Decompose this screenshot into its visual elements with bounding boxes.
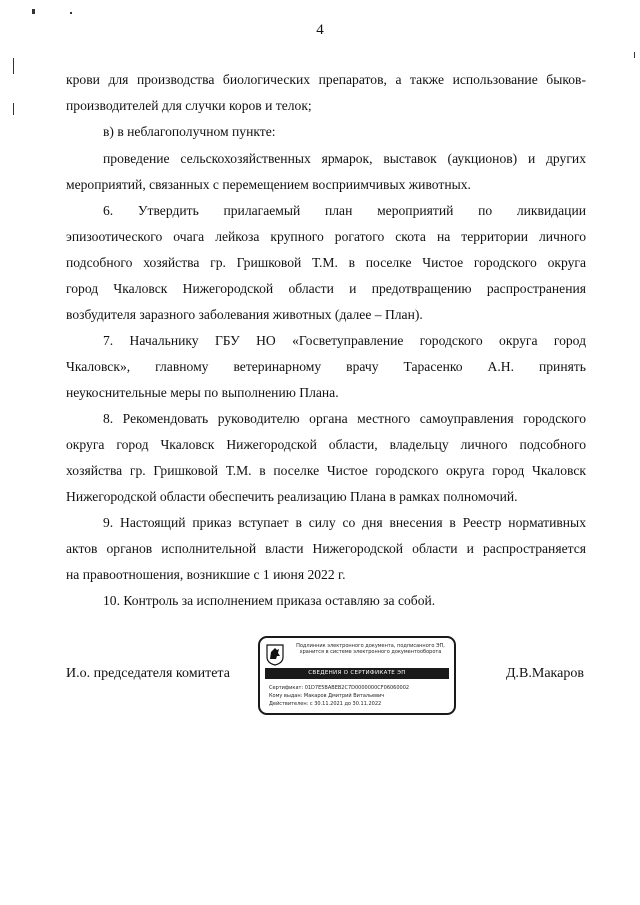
body-line: возбудителя заразного заболевания животных (далее – План). <box>66 307 423 322</box>
stamp-certificate-number: Сертификат: 01D7E5BABEB2C7D0000000CF06060002 <box>269 685 410 691</box>
page-number: 4 <box>316 22 324 38</box>
stamp-header-line: хранится в системе электронного документооборота <box>299 649 442 655</box>
signatory-position: И.о. председателя комитета <box>66 666 230 681</box>
body-line: неукоснительные меры по выполнению Плана. <box>66 385 339 400</box>
scan-speck <box>32 9 35 14</box>
body-line: производителей для случки коров и телок; <box>66 98 312 113</box>
body-line: город Чкаловск Нижегородской области и предотвращению распространения <box>66 281 586 296</box>
body-line: 6. Утвердить прилагаемый план мероприятий по ликвидации <box>103 203 586 218</box>
body-line: 7. Начальнику ГБУ НО «Госветуправление городского округа город <box>103 333 586 348</box>
body-line: в) в неблагополучном пункте: <box>103 124 276 139</box>
scan-mark <box>634 52 635 58</box>
electronic-signature-stamp <box>258 636 456 715</box>
scan-mark <box>13 103 14 115</box>
stamp-validity: Действителен: с 30.11.2021 до 30.11.2022 <box>269 701 382 707</box>
signatory-name: Д.В.Макаров <box>506 666 584 681</box>
body-line: актов органов исполнительной власти Нижегородской области и распространяется <box>66 541 586 556</box>
body-line: 10. Контроль за исполнением приказа оставляю за собой. <box>103 593 436 608</box>
coat-of-arms-icon <box>266 644 284 666</box>
scan-speck <box>70 12 72 14</box>
body-line: 9. Настоящий приказ вступает в силу со дня внесения в Реестр нормативных <box>103 515 586 530</box>
stamp-header <box>288 643 453 655</box>
stamp-owner: Кому выдан: Макаров Дмитрий Витальевич <box>269 693 385 699</box>
body-line: Нижегородской области обеспечить реализацию Плана в рамках полномочий. <box>66 489 518 504</box>
body-line: проведение сельскохозяйственных ярмарок, выставок (аукционов) и других <box>103 151 586 166</box>
body-line: крови для производства биологических препаратов, а также использование быков- <box>66 72 586 87</box>
body-line: округа город Чкаловск Нижегородской области, владельцу личного подсобного <box>66 437 586 452</box>
stamp-certificate-band: СВЕДЕНИЯ О СЕРТИФИКАТЕ ЭП <box>265 668 449 679</box>
body-line: эпизоотического очага лейкоза крупного рогатого скота на территории личного <box>66 229 586 244</box>
body-line: 8. Рекомендовать руководителю органа местного самоуправления городского <box>103 411 586 426</box>
body-line: Чкаловск», главному ветеринарному врачу Тарасенко А.Н. принять <box>66 359 586 374</box>
body-line: подсобного хозяйства гр. Гришковой Т.М. в поселке Чистое городского округа <box>66 255 586 270</box>
body-line: на правоотношения, возникшие с 1 июня 2022 г. <box>66 567 346 582</box>
scan-mark <box>13 58 14 74</box>
stamp-header-line: Подлинник электронного документа, подписанного ЭП, <box>296 643 445 649</box>
body-line: хозяйства гр. Гришковой Т.М. в поселке Чистое городского округа город Чкаловск <box>66 463 586 478</box>
body-line: мероприятий, связанных с перемещением восприимчивых животных. <box>66 177 471 192</box>
